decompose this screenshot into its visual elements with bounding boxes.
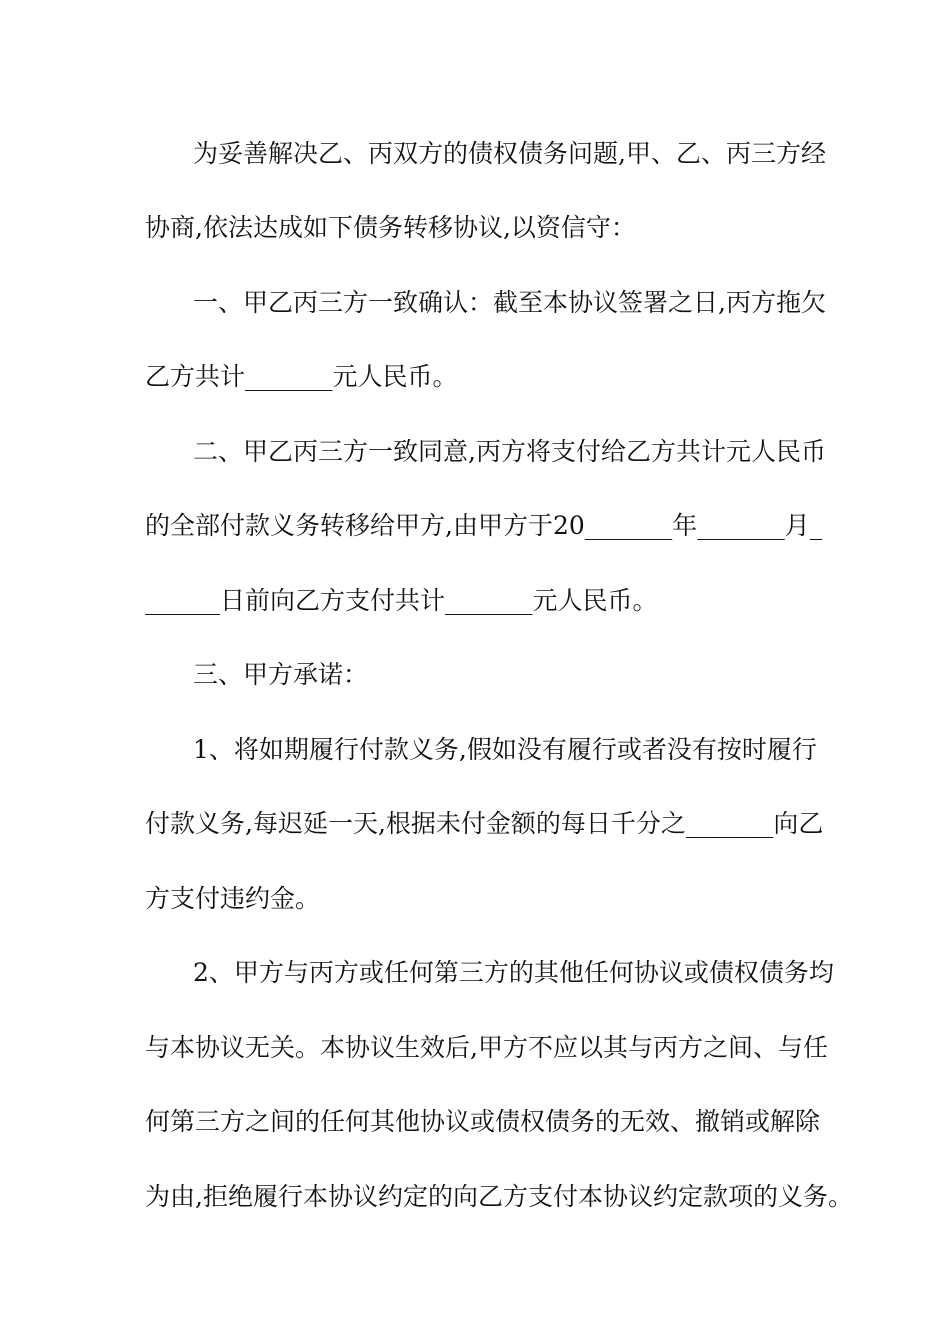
clause-3-item-1-line-2: 付款义务,每迟延一天,根据未付金额的每日千分之_______向乙 — [145, 809, 824, 838]
clause-2-line-1: 二、甲乙丙三方一致同意,丙方将支付给乙方共计元人民币 — [193, 437, 826, 466]
clause-3-item-1-line-3: 方支付违约金。 — [145, 884, 321, 913]
paragraph-intro-line-1: 为妥善解决乙、丙双方的债权债务问题,甲、乙、丙三方经 — [193, 139, 826, 168]
clause-3-item-2-line-3: 何第三方之间的任何其他协议或债权债务的无效、撤销或解除 — [145, 1107, 821, 1136]
clause-3-item-2-line-2: 与本协议无关。本协议生效后,甲方不应以其与丙方之间、与任 — [145, 1033, 828, 1062]
clause-3-item-2-line-4: 为由,拒绝履行本协议约定的向乙方支付本协议约定款项的义务。 — [145, 1182, 853, 1211]
clause-2-line-3: ______日前向乙方支付共计_______元人民币。 — [145, 586, 658, 615]
clause-1-line-2: 乙方共计_______元人民币。 — [145, 362, 458, 391]
clause-3-item-1-line-1: 1、将如期履行付款义务,假如没有履行或者没有按时履行 — [193, 735, 817, 764]
clause-2-line-2: 的全部付款义务转移给甲方,由甲方于20_______年_______月_ — [145, 511, 823, 540]
clause-3-item-2-line-1: 2、甲方与丙方或任何第三方的其他任何协议或债权债务均 — [193, 958, 834, 987]
clause-1-line-1: 一、甲乙丙三方一致确认：截至本协议签署之日,丙方拖欠 — [193, 288, 826, 317]
clause-3-heading: 三、甲方承诺： — [193, 660, 369, 689]
paragraph-intro-line-2: 协商,依法达成如下债务转移协议,以资信守： — [145, 213, 636, 242]
